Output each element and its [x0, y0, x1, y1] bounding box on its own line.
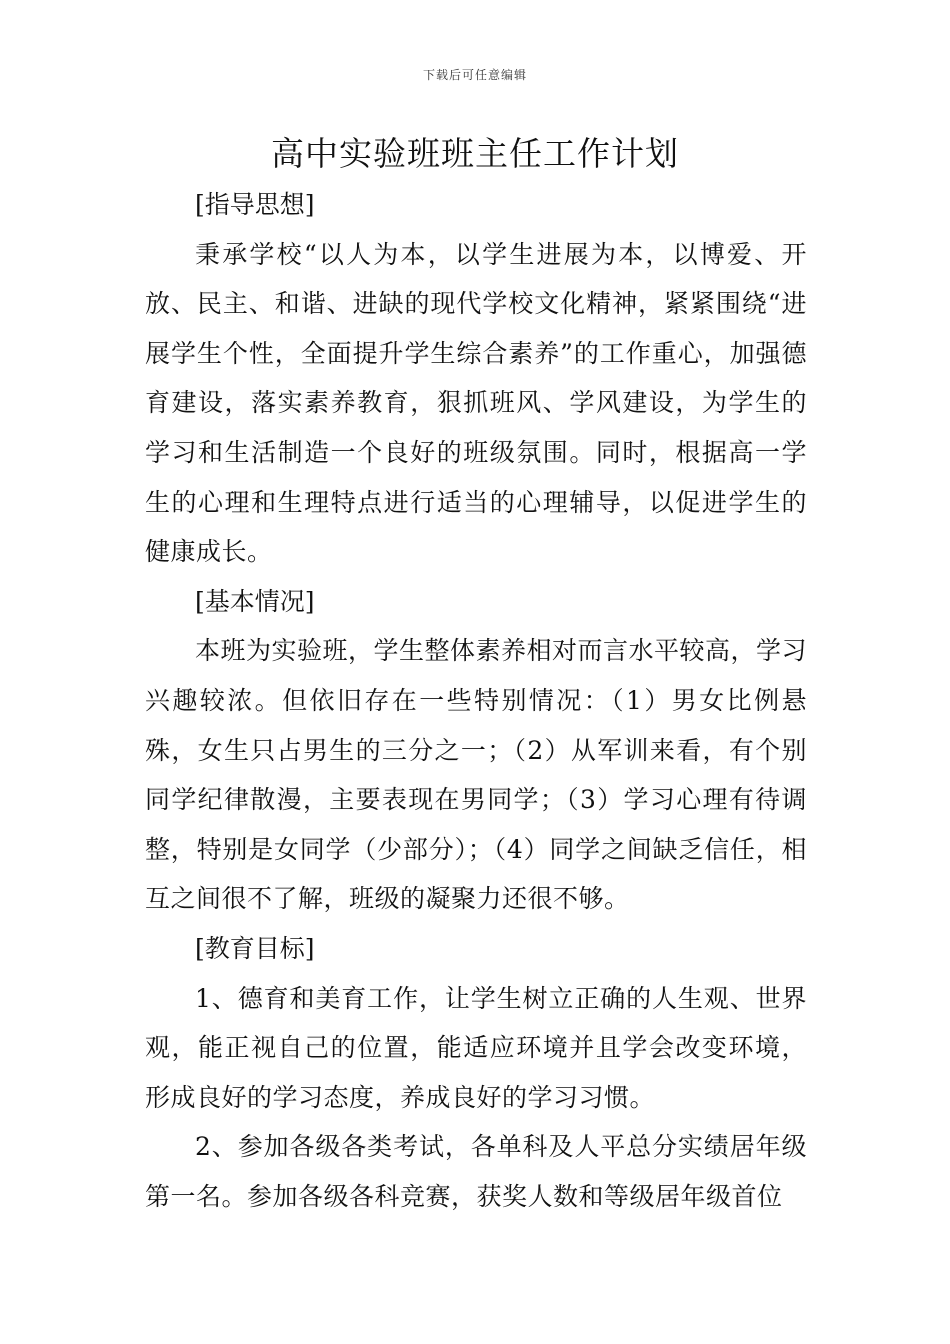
header-note: 下载后可任意编辑 — [422, 68, 527, 82]
paragraph-education-goal-2: 2、参加各级各类考试，各单科及人平总分实绩居年级第一名。参加各级各科竞赛，获奖人数和等级居年级首位 — [145, 1132, 807, 1211]
document-title: 高中实验班班主任工作计划 — [271, 134, 679, 173]
section-heading-basic-situation: [基本情况] — [195, 586, 315, 616]
section-heading-guiding-ideology: [指导思想] — [195, 190, 315, 219]
section-heading-education-goals: [教育目标] — [195, 933, 315, 963]
paragraph-education-goal-1: 1、德育和美育工作，让学生树立正确的人生观、世界观，能正视自己的位置，能适应环境并且学会改变环境，形成良好的学习态度，养成良好的学习习惯。 — [145, 983, 807, 1112]
paragraph-basic-situation: 本班为实验班，学生整体素养相对而言水平较高，学习兴趣较浓。但依旧存在一些特别情况：（1）男女比例悬殊，女生只占男生的三分之一；（2）从军训来看，有个别同学纪律散漫，主要表现在男同学；（3）学习心理有待调整，特别是女同学（少部分）；（4）同学之间缺乏信任，相互之间很不了解，班级的凝聚力还很不够。 — [145, 636, 808, 914]
document-body — [145, 180, 807, 1221]
paragraph-guiding-ideology: 秉承学校“以人为本，以学生进展为本，以博爱、开放、民主、和谐、进缺的现代学校文化精神，紧紧围绕“进展学生个性，全面提升学生综合素养”的工作重心，加强德育建设，落实素养教育，狠抓班风、学风建设，为学生的学习和生活制造一个良好的班级氛围。同时，根据高一学生的心理和生理特点进行适当的心理辅导，以促进学生的健康成长。 — [145, 239, 807, 567]
